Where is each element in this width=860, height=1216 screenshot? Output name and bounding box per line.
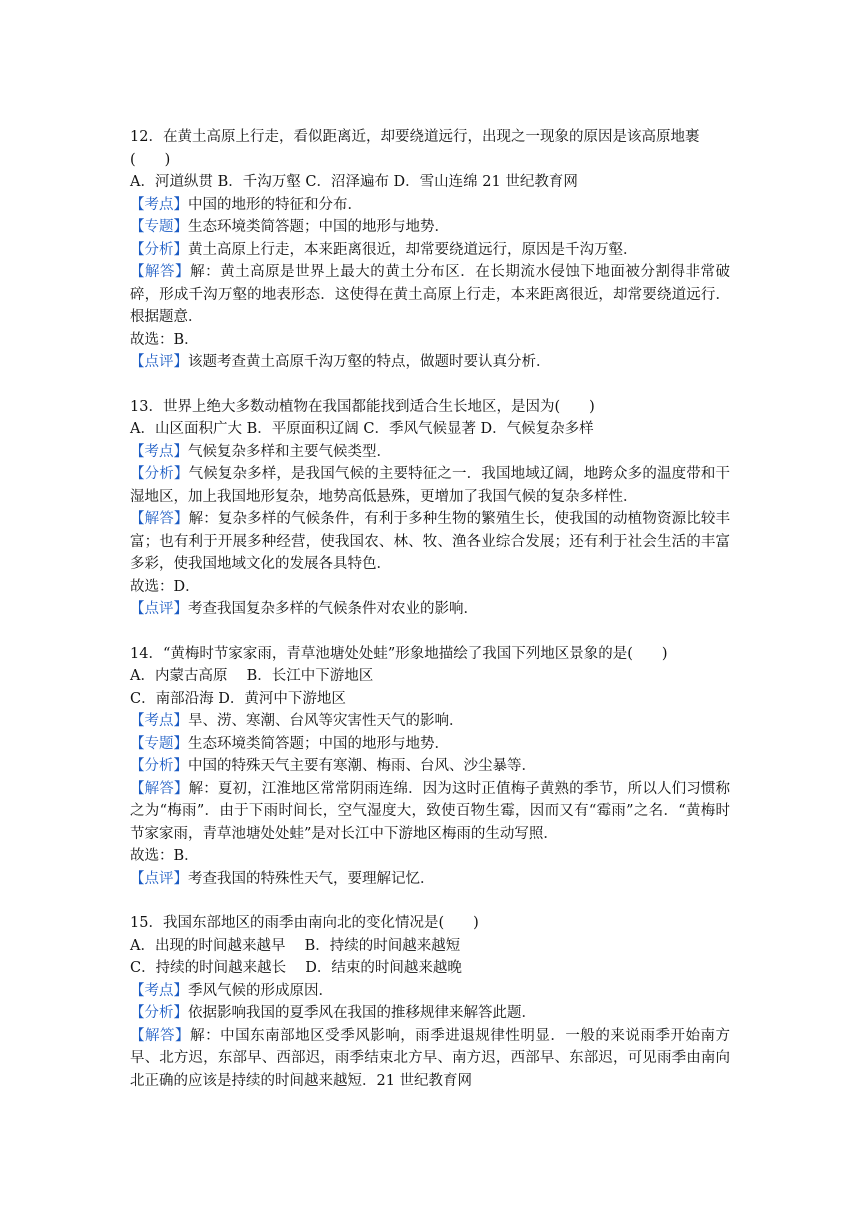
fenxi-tag: 【分析】	[130, 241, 188, 258]
answer-line: 故选：B．	[130, 331, 199, 348]
fenxi-text: 依据影响我国的夏季风在我国的推移规律来解答此题．	[188, 1005, 536, 1021]
kaodian-tag: 【考点】	[130, 982, 188, 999]
zhuanti-text: 生态环境类简答题；中国的地形与地势．	[188, 735, 449, 752]
fenxi-text: 中国的特殊天气主要有寒潮、梅雨、台风、沙尘暴等．	[188, 758, 536, 774]
fenxi-tag: 【分析】	[130, 1005, 188, 1021]
jieda-row	[130, 1025, 730, 1093]
zhuanti-tag: 【专题】	[130, 735, 188, 752]
jieda-text: 解：复杂多样的气候条件，有利于多种生物的繁殖生长，使我国的动植物资源比较丰富；也有利于开展多种经营，使我国农、林、牧、渔各业综合发展；还有利于社会生活的丰富多彩，使我国地域文化的发展各具特色．	[130, 511, 731, 572]
jieda-tag: 【解答】	[130, 511, 189, 527]
answer-line: 故选：B．	[130, 848, 199, 864]
document-content	[130, 126, 730, 1114]
jieda-tag: 【解答】	[130, 780, 189, 797]
jieda-tag: 【解答】	[130, 1027, 191, 1044]
jieda-text: 解：中国东南部地区受季风影响，雨季进退规律性明显．一般的来说雨季开始南方早、北方迟，东部早、西部迟，雨季结束北方早、南方迟，西部早、东部迟，可见雨季由南向北正确的应该是持续的时间越来越短．21 世纪教育网	[130, 1027, 731, 1089]
fenxi-row	[130, 239, 730, 262]
dianping-tag: 【点评】	[130, 870, 188, 887]
question-12	[130, 126, 730, 374]
zhuanti-row	[130, 733, 730, 756]
kaodian-text: 气候复杂多样和主要气候类型．	[188, 443, 391, 460]
dianping-tag: 【点评】	[130, 354, 188, 370]
dianping-tag: 【点评】	[130, 601, 188, 617]
fenxi-tag: 【分析】	[130, 758, 188, 774]
kaodian-tag: 【考点】	[130, 196, 188, 213]
question-options: A．内蒙古高原 B．长江中下游地区	[130, 668, 374, 684]
zhuanti-tag: 【专题】	[130, 219, 188, 235]
kaodian-text: 旱、涝、寒潮、台风等灾害性天气的影响．	[188, 713, 464, 729]
question-stem: 13．世界上绝大多数动植物在我国都能找到适合生长地区，是因为( )	[130, 398, 595, 415]
question-stem: 14．“黄梅时节家家雨，青草池塘处处蛙”形象地描绘了我国下列地区景象的是( )	[130, 645, 668, 662]
question-stem: 15．我国东部地区的雨季由南向北的变化情况是( )	[130, 915, 479, 931]
question-15	[130, 912, 730, 1092]
question-options: C．南部沿海 D．黄河中下游地区	[130, 690, 346, 707]
jieda-text: 解：黄土高原是世界上最大的黄土分布区．在长期流水侵蚀下地面被分割得非常破碎，形成千沟万壑的地表形态．这使得在黄土高原上行走，本来距离很近，却常要绕道远行．根据题意．	[130, 264, 731, 325]
kaodian-text: 中国的地形的特征和分布．	[188, 196, 362, 213]
question-14	[130, 643, 730, 891]
kaodian-row	[130, 194, 730, 217]
question-options: A．山区面积广大 B．平原面积辽阔 C．季风气候显著 D．气候复杂多样	[130, 421, 594, 437]
fenxi-row	[130, 463, 730, 508]
question-13	[130, 396, 730, 621]
kaodian-row	[130, 980, 730, 1003]
fenxi-text: 气候复杂多样，是我国气候的主要特征之一．我国地域辽阔，地跨众多的温度带和干湿地区，加上我国地形复杂，地势高低悬殊，更增加了我国气候的复杂多样性．	[130, 466, 731, 505]
question-stem: 12．在黄土高原上行走，看似距离近，却要绕道远行，出现之一现象的原因是该高原地裹	[130, 129, 700, 145]
dianping-text: 考查我国的特殊性天气，要理解记忆．	[188, 870, 435, 887]
answer-line: 故选：D．	[130, 578, 200, 595]
zhuanti-text: 生态环境类简答题；中国的地形与地势．	[188, 219, 449, 235]
jieda-tag: 【解答】	[130, 264, 191, 280]
dianping-row	[130, 351, 730, 374]
jieda-text: 解：夏初，江淮地区常常阴雨连绵．因为这时正值梅子黄熟的季节，所以人们习惯称之为“梅雨”．由于下雨时间长，空气湿度大，致使百物生霉，因而又有“霉雨”之名．“黄梅时节家家雨，青草池塘处处蛙”是对长江中下游地区梅雨的生动写照．	[130, 780, 731, 842]
zhuanti-row	[130, 216, 730, 239]
question-options: A．河道纵贯 B．千沟万壑 C．沼泽遍布 D．雪山连绵 21 世纪教育网	[130, 174, 578, 190]
fenxi-tag: 【分析】	[130, 466, 189, 482]
fenxi-text: 黄土高原上行走，本来距离很近，却常要绕道远行，原因是千沟万壑．	[188, 241, 638, 258]
kaodian-row	[130, 441, 730, 464]
jieda-row	[130, 778, 730, 846]
fenxi-row	[130, 755, 730, 778]
dianping-row	[130, 868, 730, 891]
question-stem-cont: ( )	[130, 151, 171, 168]
kaodian-row	[130, 710, 730, 733]
question-options: A．出现的时间越来越早 B．持续的时间越来越短	[130, 937, 461, 954]
kaodian-text: 季风气候的形成原因．	[188, 982, 333, 999]
jieda-row	[130, 261, 730, 329]
dianping-text: 考查我国复杂多样的气候条件对农业的影响．	[188, 601, 478, 617]
dianping-text: 该题考查黄土高原千沟万壑的特点，做题时要认真分析．	[188, 354, 551, 370]
fenxi-row	[130, 1002, 730, 1025]
dianping-row	[130, 598, 730, 621]
kaodian-tag: 【考点】	[130, 713, 188, 729]
kaodian-tag: 【考点】	[130, 443, 188, 460]
jieda-row	[130, 508, 730, 576]
question-options: C．持续的时间越来越长 D．结束的时间越来越晚	[130, 960, 462, 976]
